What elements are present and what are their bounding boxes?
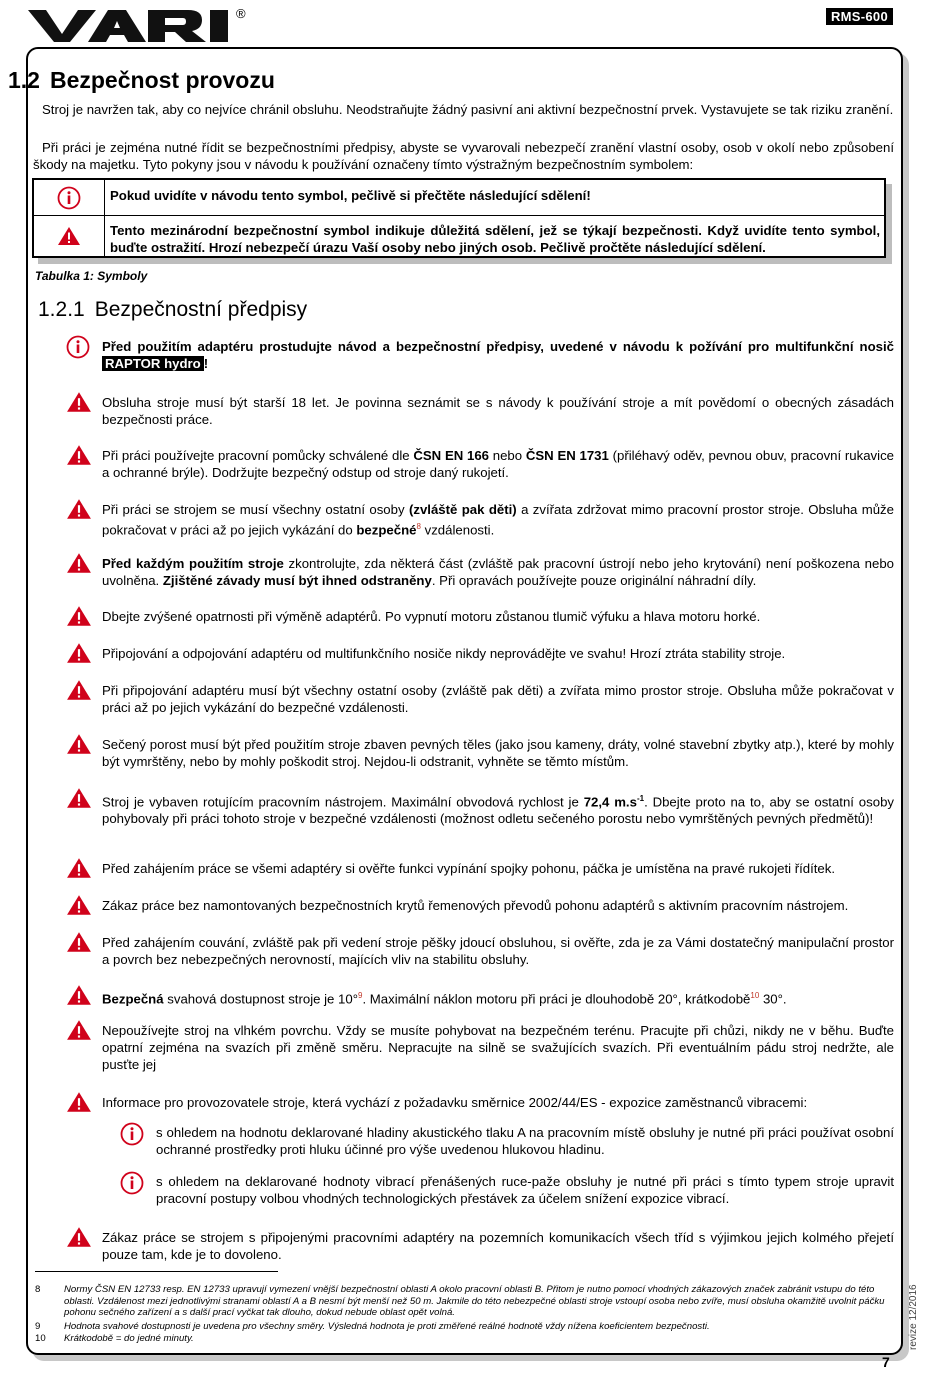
subsection-heading	[38, 298, 307, 322]
warning-triangle-icon	[66, 642, 92, 669]
item-text-part: Před použitím adaptéru prostudujte návod a bezpečnostní předpisy, uvedené v návodu k požívání pro multifunkční nosič	[102, 339, 894, 354]
item-text-part: Při práci používejte pracovní pomůcky schválené dle	[102, 448, 410, 463]
footnote-number: 10	[35, 1333, 46, 1344]
speed-exponent: -1	[636, 794, 645, 803]
item-text-part: . Dbejte proto na to, aby se ostatní osoby pohybovaly při práci tohoto stroje v bezpečné vzdálenosti (možnost odletu sečeného porostu nebo vymrštěných pevných předmětů)!	[102, 794, 895, 827]
item-text: Sečený porost musí být před použitím stroje zbaven pevných těles (jako jsou kameny, dráty, volné stavební zbytky atp.), které by mohly být vymrštěny, nebo by mohly poškodit stroj. Nejdou-li odstranit, vyhněte se těmto místům.	[102, 737, 894, 769]
table-body	[32, 178, 886, 258]
warning-triangle-icon	[66, 679, 92, 706]
sub-item-text: s ohledem na deklarované hodnoty vibrací přenášených ruce-paže obsluhy je nutné při práci s tímto typem stroje upravit pracovní postupy volbou vhodných technologických přestávek za účelem snížení expozice vibrací.	[156, 1174, 894, 1206]
warning-triangle-icon	[66, 552, 92, 579]
section-heading	[8, 67, 275, 94]
item-text: Zákaz práce se strojem s připojenými pracovními adaptéry na pozemních komunikacích všech tříd s výjimkou jejich kolmého přejetí pouze tam, kde je to dovoleno.	[102, 1230, 894, 1262]
table-caption: Tabulka 1: Symboly	[35, 269, 148, 283]
item-text-part: a zvířata zdržovat mimo pracovní prostor stroje. Obsluha může pokračovat v práci až po jejich vykázání do	[102, 502, 894, 538]
table-row2-icon-cell	[34, 216, 105, 256]
info-circle-icon	[120, 1122, 144, 1151]
speed-value: 72,4 m.s	[583, 794, 637, 810]
revision-label: revize 12/2016	[908, 1284, 919, 1350]
footnote-divider	[35, 1271, 278, 1272]
item-text: Zákaz práce bez namontovaných bezpečnostních krytů řemenových převodů pohonu adaptérů s aktivním pracovním nástrojem.	[102, 898, 849, 913]
footnote-number: 9	[35, 1321, 41, 1332]
item-text-part: svahová dostupnost stroje je 10°	[167, 991, 358, 1007]
item-text: Obsluha stroje musí být starší 18 let. Je povinna seznámit se s návody k používání stroje a mít povědomí o obecných zásadách bezpečnosti práce.	[102, 395, 894, 427]
section-title: Bezpečnost provozu	[49, 67, 275, 93]
standard-ref: ČSN EN 166	[413, 448, 490, 463]
table-row2-text: Tento mezinárodní bezpečnostní symbol indikuje důležitá sdělení, jež se týkají bezpečnosti. Když uvidíte tento symbol, buďte ostražití. Hrozí nebezpečí úrazu Vaší osoby nebo jiných osob. Pečlivě pročtěte následující sdělení.	[110, 223, 880, 255]
info-circle-icon	[66, 335, 90, 364]
item-text-part: vzdálenosti.	[424, 522, 495, 538]
warning-triangle-icon	[66, 857, 92, 884]
warning-triangle-icon	[66, 1091, 92, 1118]
item-text-part: !	[203, 356, 209, 371]
intro-paragraph-2: Při práci je zejména nutné řídit se bezpečnostními předpisy, abyste se vyvarovali nebezpečí zranění vlastní osoby, osob v okolí nebo způsobení škody na majetku. Tyto pokyny jsou v návodu k používání označeny tímto výstražným bezpečnostním symbolem:	[33, 140, 894, 172]
footnote-ref[interactable]: 8	[416, 522, 421, 531]
item-text-part: (přiléhavý oděv, pevnou obuv, pracovní rukavice a ochranné brýle). Dodržujte bezpečný odstup od stroje daný rukojetí.	[102, 448, 895, 480]
warning-triangle-icon	[66, 931, 92, 958]
warning-triangle-icon	[57, 226, 81, 246]
table-row-separator	[34, 215, 884, 216]
item-text: Nepoužívejte stroj na vlhkém povrchu. Vždy se musíte pohybovat na bezpečném terénu. Pracujte při chůzi, nikdy ne v běhu. Buďte opatrní zejména na svazích při změně směru. Nepracujte na silně se svažujících svazích. Při eventuálním pádu stroj nedržte, ale pusťte jej	[102, 1023, 894, 1072]
sub-item-text: s ohledem na hodnotu deklarované hladiny akustického tlaku A na pracovním místě obsluhy je nutné při práci používat osobní ochranné prostředky proti hluku účinné pro výše uvedenou hlukovou hladinu.	[156, 1125, 894, 1157]
vari-logo	[28, 8, 250, 44]
symbols-table	[32, 178, 886, 258]
warning-triangle-icon	[66, 1019, 92, 1046]
raptor-hydro-label: RAPTOR hydro	[102, 356, 204, 371]
footnote-number: 8	[35, 1284, 41, 1295]
item-text-part: 30°.	[762, 991, 787, 1007]
subsection-number: 1.2.1	[38, 298, 85, 321]
item-text-bold: Bezpečná	[102, 991, 164, 1007]
item-text: Informace pro provozovatele stroje, která vychází z požadavku směrnice 2002/44/ES - expozice zaměstnanců vibracemi:	[102, 1095, 808, 1110]
warning-triangle-icon	[66, 894, 92, 921]
footnote-text: Hodnota svahové dostupnosti je uvedena pro všechny směry. Výsledná hodnota je proti změřené reálné hodnotě vždy nížena koeficientem bezpečnosti.	[64, 1321, 710, 1332]
section-number: 1.2	[8, 67, 40, 93]
warning-triangle-icon	[66, 787, 92, 814]
item-text-bold: bezpečné	[356, 522, 417, 538]
warning-triangle-icon	[66, 498, 92, 525]
item-text: Připojování a odpojování adaptéru od multifunkčního nosiče nikdy neprovádějte ve svahu! Hrozí ztráta stability stroje.	[102, 646, 786, 661]
item-text	[102, 501, 894, 538]
info-circle-icon	[120, 1171, 144, 1200]
model-badge: RMS-600	[826, 8, 893, 25]
table-row1-text: Pokud uvidíte v návodu tento symbol, pečlivě si přečtěte následující sdělení!	[110, 188, 591, 203]
item-text-bold: Před každým použitím stroje	[102, 556, 284, 571]
footnote-8	[35, 1284, 895, 1319]
intro-paragraph-1: Stroj je navržen tak, aby co nejvíce chránil obsluhu. Neodstraňujte žádný pasivní ani aktivní bezpečnostní prvek. Vystavujete se tak riziku zranění.	[42, 102, 894, 117]
item-text-part: zkontrolujte, zda některá část (zvláště pak pracovní ústrojí nebo jeho krytování) není poškozena nebo uvolněna.	[102, 556, 894, 588]
item-text-part: nebo	[492, 448, 523, 463]
info-circle-icon	[57, 186, 81, 210]
item-text	[102, 987, 894, 1007]
footnote-text: Normy ČSN EN 12733 resp. EN 12733 upravují vymezení vnější bezpečnostní oblasti A okolo pracovní oblasti B. Přitom je nutno pomocí vhodných zákazových značek zabránit vstupu do této oblasti. Vzdálenost mezi jednotlivými stranami oblastí A a B nesmí být menší než 50 m. Jakmile do této nebezpečné oblasti stroje vstoupí osoba nebo zvíře, musí obsluha okamžitě uvolnit páčku pohonu sečného zařízení a s další prací vyčkat tak dlouho, dokud nebude oblast opět volná.	[64, 1284, 885, 1318]
registered-mark: ®	[236, 6, 246, 21]
item-text: Před zahájením práce se všemi adaptéry si ověřte funkci vypínání spojky pohonu, páčka je umístěna na pravé rukojeti řídítek.	[102, 861, 836, 876]
standard-ref: ČSN EN 1731	[525, 448, 609, 463]
warning-triangle-icon	[66, 444, 92, 471]
item-text: Dbejte zvýšené opatrnosti při výměně adaptérů. Po vypnutí motoru zůstanou tlumič výfuku a hlava motoru horké.	[102, 609, 761, 624]
warning-triangle-icon	[66, 1226, 92, 1253]
item-text-part: Při práci se strojem se musí všechny ostatní osoby	[102, 502, 405, 517]
footnote-ref[interactable]: 10	[750, 991, 760, 1000]
item-text	[102, 790, 894, 827]
warning-triangle-icon	[66, 391, 92, 418]
item-text-bold: Zjištěné závady musí být ihned odstraněny	[162, 573, 432, 588]
warning-triangle-icon	[66, 733, 92, 760]
page-number: 7	[882, 1354, 890, 1370]
item-text	[102, 338, 894, 372]
item-text	[102, 447, 894, 481]
subsection-title: Bezpečnostní předpisy	[94, 298, 308, 321]
item-text	[102, 555, 894, 589]
item-text-part: Stroj je vybaven rotujícím pracovním nástrojem. Maximální obvodová rychlost je	[102, 794, 579, 810]
item-text: Před zahájením couvání, zvláště pak při vedení stroje pěšky jdoucí obsluhou, si ověřte, zda je za Vámi dostatečný manipulační prostor a povrch bez nebezpečných nerovností, majících vliv na stabilitu obsluhy.	[102, 935, 894, 967]
item-text-part: . Maximální náklon motoru při práci je dlouhodobě 20°, krátkodobě	[362, 991, 751, 1007]
item-text: Při připojování adaptéru musí být všechny ostatní osoby (zvláště pak děti) a zvířata mimo prostor stroje. Obsluha může pokračovat v práci až po jejich vykázání do bezpečné vzdálenosti.	[102, 683, 894, 715]
footnote-ref[interactable]: 9	[358, 991, 363, 1000]
item-text-part: . Při opravách používejte pouze originální náhradní díly.	[431, 573, 757, 588]
item-text-bold: (zvláště pak děti)	[408, 502, 517, 517]
warning-triangle-icon	[66, 984, 92, 1011]
footnote-text: Krátkodobě = do jedné minuty.	[64, 1333, 194, 1344]
table-row1-icon-cell	[34, 180, 105, 216]
warning-triangle-icon	[66, 605, 92, 632]
